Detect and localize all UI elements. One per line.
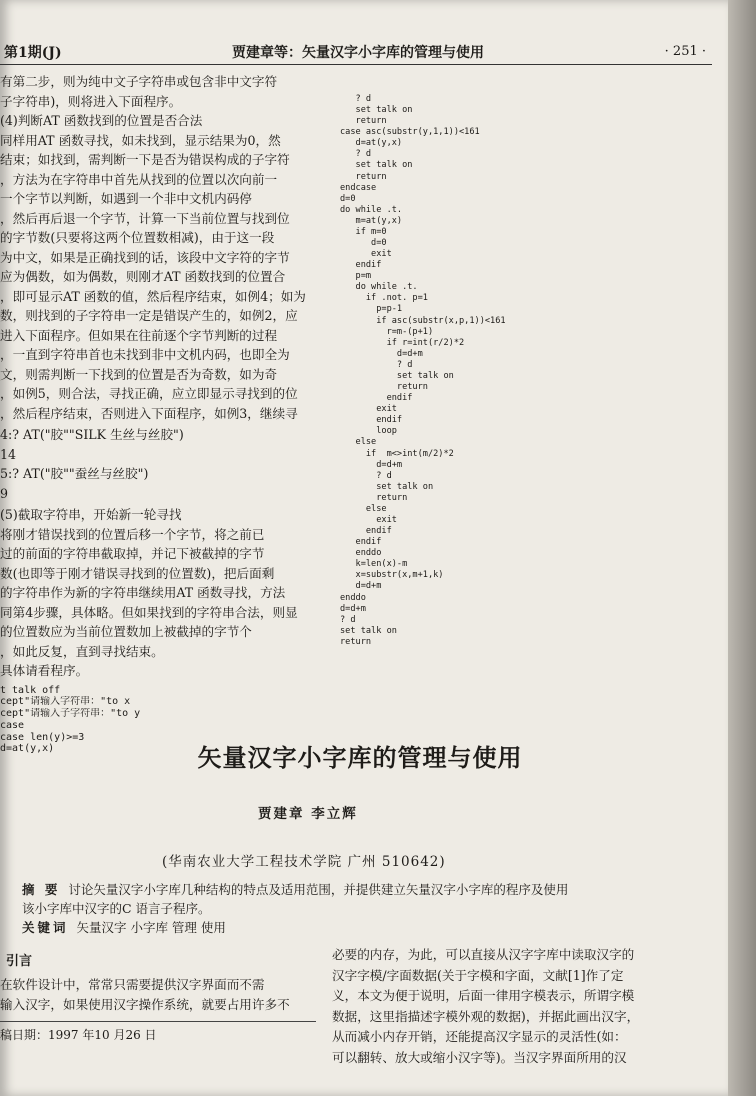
code-line: if m<>int(m/2)*2 [340,448,454,459]
code-line: set talk on [340,105,413,116]
example-line: 9 [0,485,9,501]
code-line: x=substr(x,m+1,k) [340,570,444,581]
body-text-line: 应为偶数，如为偶数，则刚才AT 函数找到的位置合 [0,269,286,284]
body-text-line: 汉字字模/字面数据(关于字模和字面，文献[1]作了定 [332,967,624,983]
code-line: ? d [340,470,392,481]
article-title: 矢量汉字小字库的管理与使用 [197,743,523,772]
code-line: do while .t. [340,204,403,215]
code-line: p=m [340,271,372,282]
code-line: ? d [340,149,372,160]
body-text-line: ，然后程序结束，否则进入下面程序，如例3，继续寻 [0,405,298,421]
code-line: d=0 [340,193,356,204]
body-text-line: 数(也即等于刚才错误寻找到的位置数)，把后面剩 [0,565,275,581]
article-affiliation: (华南农业大学工程技术学院 广州 510642) [162,854,446,870]
code-line: set talk on [340,625,397,636]
code-line: set talk on [340,160,413,171]
code-line: d=d+m [340,348,423,359]
abstract-label: 摘 要 [22,882,61,897]
code-line: if .not. p=1 [340,293,428,304]
body-text-line: 从而减小内存开销，还能提高汉字显示的灵活性(如： [332,1029,627,1044]
body-text-line: 进入下面程序。但如果在往前逐个字节判断的过程 [0,327,278,343]
code-line: d=d+m [340,459,403,470]
left-column [0,72,324,755]
body-text-line: 义，本文为便于说明，后面一律用字模表示，所谓字模 [332,988,635,1003]
right-code-listing [340,94,570,648]
code-line: case [0,719,25,731]
abstract-block [22,880,662,937]
code-line: endif [340,415,403,426]
body-text-line: 子字符串)，则将进入下面程序。 [0,93,182,109]
code-line: return [340,636,372,647]
body-text-line: 的位置数应为当前位置数加上被截掉的字节个 [0,624,252,639]
code-line: m=at(y,x) [340,215,403,226]
code-line: loop [340,426,397,437]
step5-block [0,505,324,681]
keywords-text: 矢量汉字 小字库 管理 使用 [76,920,226,935]
example-line: 14 [0,446,17,462]
body-text-line: 在软件设计中，常常只需要提供汉字界面而不需 [0,977,265,992]
code-line: case len(y)>=3 [0,731,85,743]
intro-right-text [332,945,672,1068]
code-line: return [340,116,387,127]
page-number: · 251 · [664,44,706,59]
code-line: endif [340,260,382,271]
code-line: endif [340,393,413,404]
header-rule [0,64,712,65]
body-text-line: 数，则找到的子字符串一定是错误产生的，如例2，应 [0,308,298,323]
example-line: 4:? AT("胶""SILK 生丝与丝胶") [0,427,184,442]
running-title: 贾建章等：矢量汉字小字库的管理与使用 [232,45,484,61]
body-text-line: ，然后再后退一个字节，计算一下当前位置与找到位 [0,210,290,226]
code-line: enddo [340,592,366,603]
keywords-label: 关键词 [22,920,69,935]
body-text-line: ，如例5，则合法，寻找正确，应立即显示寻找到的位 [0,386,298,401]
code-line: d=at(y,x) [0,743,55,755]
body-text-line: 为中文，如果是正确找到的话，该段中文字符的字节 [0,249,290,265]
page-gutter [728,0,756,1096]
code-line: ? d [340,94,372,104]
code-line: endif [340,537,382,548]
left-text-block [0,72,324,423]
footnote-rule [0,1021,316,1022]
body-text-line: 将刚才错误找到的位置后移一个字节，将之前已 [0,526,265,542]
code-line: p=p-1 [340,304,403,315]
body-text-line: 结束；如找到，需判断一下是否为错误构成的子字符 [0,152,290,167]
body-text-line: 的字节数(只要将这两个位置数相减)，由于这一段 [0,230,275,245]
code-line: endif [340,526,392,537]
body-text-line: (5)截取字符串，开始新一轮寻找 [0,507,182,522]
code-line: return [340,171,387,182]
code-line: do while .t. [340,282,418,293]
code-line: return [340,492,408,503]
code-line: else [340,437,377,448]
abstract-text: 讨论矢量汉字小字库几种结构的特点及适用范围，并提供建立矢量汉字小字库的程序及使用 [68,882,569,897]
issue-label: 第1期(J) [4,45,62,61]
examples-block [0,425,324,503]
code-line: k=len(x)-m [340,559,408,570]
abstract-text-cont: 该小字库中汉字的C 语言子程序。 [22,901,211,916]
code-line: set talk on [340,481,434,492]
code-line: exit [340,404,397,415]
code-line: enddo [340,548,382,559]
body-text-line: 的字符串作为新的字符串继续用AT 函数寻找，方法 [0,585,286,600]
body-text-line: 输入汉字，如果使用汉字操作系统，就要占用许多不 [0,997,290,1012]
code-line: if m=0 [340,226,387,237]
body-text-line: ，即可显示AT 函数的值，然后程序结束，如例4；如为 [0,288,306,304]
body-text-line: 过的前面的字符串截取掉，并记下被截掉的字节 [0,546,265,561]
code-line: exit [340,249,392,260]
code-line: if asc(substr(x,p,1))<161 [340,315,506,326]
body-text-line: 一个字节以判断，如遇到一个非中文机内码停 [0,191,252,206]
body-text-line: 同样用AT 函数寻找，如未找到，显示结果为0，然 [0,132,281,148]
code-line: return [340,382,428,393]
example-line: 5:? AT("胶""蚕丝与丝胶") [0,466,149,481]
body-text-line: 具体请看程序。 [0,663,89,678]
article-authors: 贾建章 李立辉 [258,806,358,822]
code-line: case asc(substr(y,1,1))<161 [340,127,480,138]
body-text-line: (4)判断AT 函数找到的位置是否合法 [0,113,203,128]
body-text-line: 文，则需判断一下找到的位置是否为奇数，如为奇 [0,366,278,382]
running-header [0,38,712,62]
code-line: d=0 [340,238,387,249]
received-date: 稿日期：1997 年10 月26 日 [0,1028,157,1042]
code-line: else [340,503,387,514]
intro-left-text [0,975,316,1015]
intro-heading: 引言 [6,954,33,969]
code-line: if r=int(r/2)*2 [340,337,465,348]
code-line: set talk on [340,370,454,381]
body-text-line: 必要的内存，为此，可以直接从汉字字库中读取汉字的 [332,947,635,962]
code-line: exit [340,514,397,525]
body-text-line: 有第二步，则为纯中文子字符串或包含非中文字符 [0,74,278,89]
code-line: d=d+m [340,603,366,614]
body-text-line: ，一直到字符串首也未找到非中文机内码，也即全为 [0,347,290,362]
body-text-line: 同第4步骤，具体略。但如果找到的字符串合法，则显 [0,604,298,620]
code-line: endcase [340,182,377,193]
code-line: cept"请输入子字符串："to y [0,708,141,720]
code-line: t talk off [0,684,61,696]
body-text-line: ，方法为在字符串中首先从找到的位置以次向前一 [0,171,278,187]
code-line: d=d+m [340,581,382,592]
body-text-line: 数据，这里指描述字模外观的数据)，并据此画出汉字， [332,1008,640,1024]
code-line: cept"请输入字符串："to x [0,696,131,708]
body-text-line: 可以翻转、放大或缩小汉字等)。当汉字界面所用的汉 [332,1049,627,1065]
code-line: ? d [340,614,356,625]
code-line: d=at(y,x) [340,138,403,149]
body-text-line: ，如此反复，直到寻找结束。 [0,643,164,659]
code-line: r=m-(p+1) [340,326,434,337]
code-line: ? d [340,359,413,370]
